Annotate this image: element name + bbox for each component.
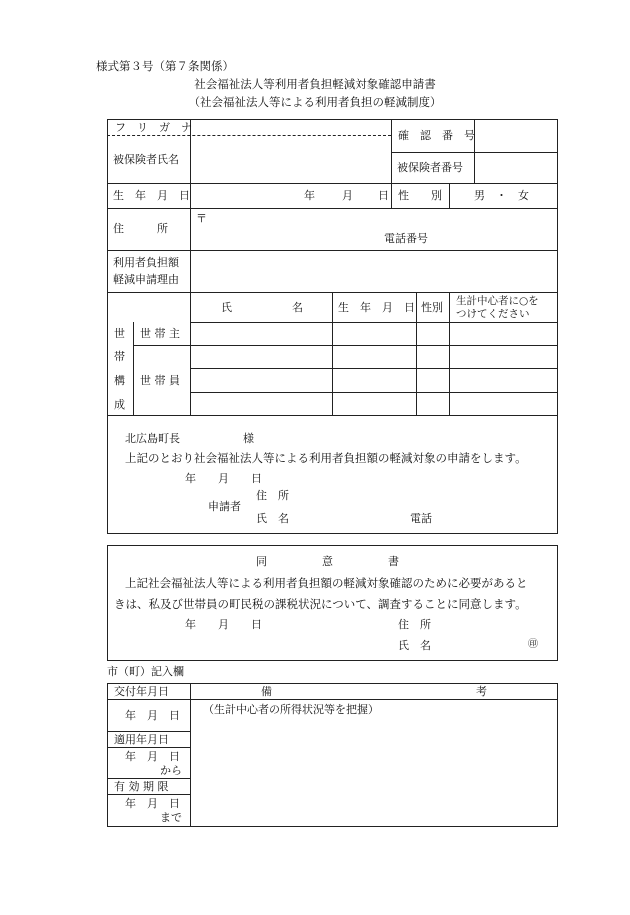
valid-period-value[interactable]: 年 月 日: [125, 797, 180, 810]
head-of-household-label: 世 帯 主: [140, 327, 180, 340]
remarks-note: （生計中心者の所得状況等を把握）: [203, 703, 379, 716]
apply-date-value[interactable]: 年 月 日: [125, 750, 180, 763]
office-section-label: 市（町）記入欄: [107, 665, 184, 678]
consent-title: 同 意 書: [256, 555, 399, 568]
household-char-1: 世: [114, 327, 125, 340]
confirmation-number-label: 確 認 番 号: [398, 129, 475, 142]
birth-date-label: 生 年 月 日: [113, 189, 190, 202]
head-header-2: つけてください: [456, 308, 530, 320]
issue-date-label: 交付年月日: [114, 685, 169, 698]
applicant-phone-label: 電話: [410, 512, 432, 525]
gender-label: 性 別: [398, 189, 442, 202]
household-char-3: 構: [114, 374, 125, 387]
seal-icon: ㊞: [528, 639, 538, 650]
gender-header: 性別: [421, 301, 443, 314]
consent-text-1: 上記社会福祉法人等による利用者負担額の軽減対象確認のために必要があると: [125, 576, 528, 590]
birth-year-unit: 年: [304, 189, 315, 202]
applicant-label: 申請者: [208, 500, 241, 513]
name-header-2: 名: [292, 301, 303, 314]
valid-until-label: まで: [160, 811, 182, 824]
remarks-header-1: 備: [261, 685, 272, 698]
applicant-address-label: 住 所: [256, 489, 289, 502]
page-subtitle: （社会福祉法人等による利用者負担の軽減制度）: [188, 95, 442, 109]
household-char-2: 帯: [114, 350, 125, 363]
furigana-label: フ リ ガ ナ: [115, 121, 192, 134]
postal-mark: 〒: [196, 212, 207, 225]
issue-date-value[interactable]: 年 月 日: [125, 709, 180, 722]
birth-day-unit: 日: [378, 189, 389, 202]
name-header-1: 氏: [221, 301, 232, 314]
reason-label-1: 利用者負担額: [113, 256, 179, 269]
apply-date-label: 適用年月日: [114, 733, 169, 746]
honorific: 様: [243, 432, 254, 445]
gender-options[interactable]: 男 ・ 女: [474, 189, 529, 202]
application-statement: 上記のとおり社会福祉法人等による利用者負担額の軽減対象の申請をします。: [125, 451, 527, 465]
consent-name-label: 氏 名: [398, 639, 431, 652]
apply-from-label: から: [160, 764, 182, 777]
insured-name-label: 被保険者氏名: [113, 153, 179, 166]
address-label: 住 所: [113, 222, 168, 235]
valid-period-label: 有 効 期 限: [114, 780, 169, 793]
consent-date[interactable]: 年 月 日: [185, 618, 262, 631]
applicant-name-label: 氏 名: [256, 512, 289, 525]
birth-month-unit: 月: [342, 189, 353, 202]
page-title: 社会福祉法人等利用者負担軽減対象確認申請書: [194, 77, 436, 91]
consent-text-2: きは、私及び世帯員の町民税の課税状況について、調査することに同意します。: [114, 597, 527, 611]
head-header-1: 生計中心者に○を: [456, 295, 539, 307]
addressee: 北広島町長: [125, 432, 180, 445]
insured-number-label: 被保険者番号: [397, 161, 463, 174]
consent-address-label: 住 所: [398, 618, 431, 631]
birth-header: 生 年 月 日: [338, 301, 415, 314]
household-member-label: 世 帯 員: [140, 374, 180, 387]
phone-label: 電話番号: [384, 232, 428, 245]
reason-label-2: 軽減申請理由: [113, 273, 179, 286]
household-char-4: 成: [114, 398, 125, 411]
remarks-header-2: 考: [476, 685, 487, 698]
form-number: 様式第３号（第７条関係）: [96, 59, 234, 73]
application-date[interactable]: 年 月 日: [185, 472, 262, 485]
